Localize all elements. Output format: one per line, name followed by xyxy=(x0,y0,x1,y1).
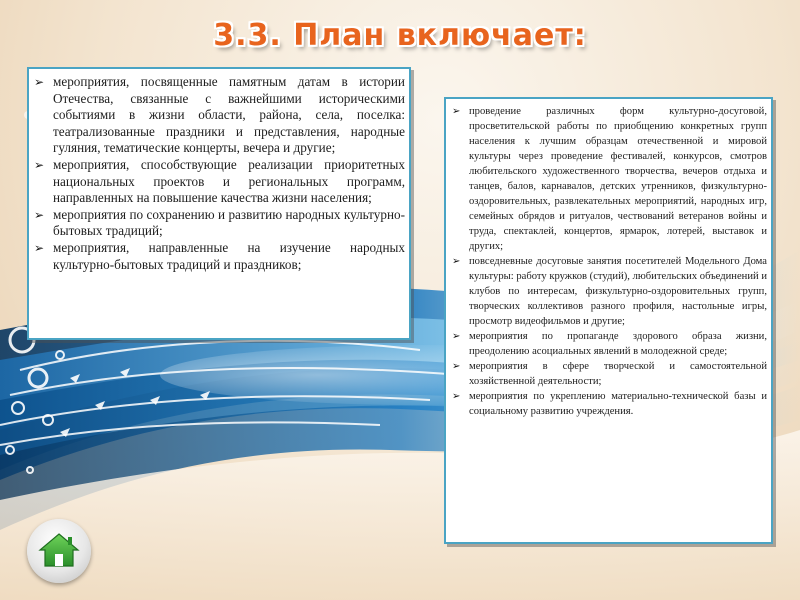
left-bullet-list xyxy=(33,74,405,273)
list-item xyxy=(450,389,767,419)
list-item xyxy=(450,359,767,389)
right-bullet-list xyxy=(450,104,767,419)
list-item-text: мероприятия по сохранению и развитию народных культурно-бытовых традиций; xyxy=(53,206,405,239)
list-item xyxy=(450,254,767,329)
arrow-bullet-icon: ➢ xyxy=(452,361,461,372)
list-item xyxy=(33,74,405,157)
list-item xyxy=(450,104,767,254)
slide-title: 3.3. План включает: xyxy=(213,18,587,53)
arrow-bullet-icon: ➢ xyxy=(452,331,461,342)
list-item-text: мероприятия, посвященные памятным датам в истории Отечества, связанные с важнейшими историческими событиями в жизни области, района, села, поселка: театрализованные праздники и представления, народные гуляния, тематические концерты, вечера и другие; xyxy=(53,74,405,156)
arrow-bullet-icon: ➢ xyxy=(34,157,45,172)
left-content-box xyxy=(27,67,411,340)
list-item xyxy=(33,207,405,240)
list-item-text: проведение различных форм культурно-досуговой, просветительской работы по приобщению конкретных групп населения к лучшим образцам отечественной и мировой культуры через проведение фестивалей, конкурсов, смотров любительского художественного творчества, вечеров отдыха и танцев, балов, карнавалов, детских утренников, физкультурно-оздоровительных, развлекательных мероприятий, народных игр, семейных обрядов и ритуалов, чествований ветеранов войны и труда, спектаклей, концертов, ярмарок, лотерей, выставок и других; xyxy=(469,106,767,252)
arrow-bullet-icon: ➢ xyxy=(34,207,45,222)
arrow-bullet-icon: ➢ xyxy=(452,391,461,402)
arrow-bullet-icon: ➢ xyxy=(452,256,461,267)
list-item xyxy=(450,329,767,359)
list-item-text: повседневные досуговые занятия посетителей Модельного Дома культуры: работу кружков (студий), любительских объединений и клубов по интересам, физкультурно-оздоровительных групп, творческих коллективов разного профиля, настольные игры, просмотр видеофильмов и другие; xyxy=(469,256,767,327)
list-item-text: мероприятия, направленные на изучение народных культурно-бытовых традиций и праздников; xyxy=(53,239,405,272)
arrow-bullet-icon: ➢ xyxy=(34,75,45,89)
home-icon xyxy=(38,531,80,569)
list-item-text: мероприятия по укреплению материально-технической базы и социальному развитию учреждения. xyxy=(469,391,767,417)
arrow-bullet-icon: ➢ xyxy=(452,106,461,117)
list-item xyxy=(33,240,405,273)
list-item xyxy=(33,157,405,207)
list-item-text: мероприятия в сфере творческой и самостоятельной хозяйственной деятельности; xyxy=(469,361,767,387)
list-item-text: мероприятия по пропаганде здорового образа жизни, преодолению асоциальных явлений в молодежной среде; xyxy=(469,331,767,357)
home-button[interactable] xyxy=(27,519,91,583)
list-item-text: мероприятия, способствующие реализации приоритетных национальных проектов и региональных программ, направленных на повышение качества жизни населения; xyxy=(53,156,405,206)
arrow-bullet-icon: ➢ xyxy=(34,240,45,255)
right-content-box xyxy=(444,97,773,544)
